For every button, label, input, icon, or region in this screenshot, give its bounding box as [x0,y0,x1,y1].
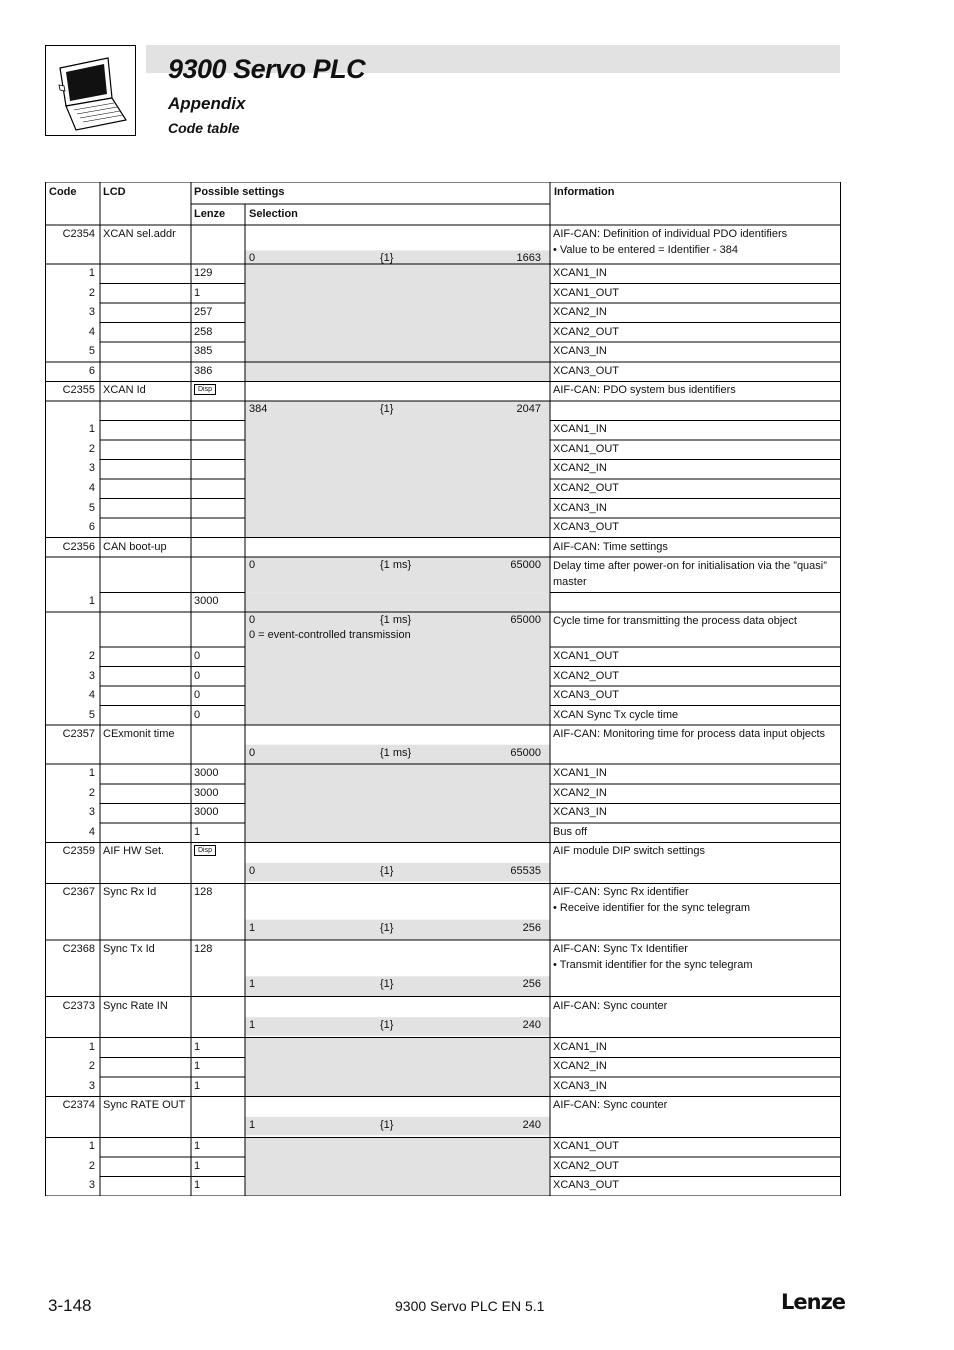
subcode-index: 2 [88,650,95,662]
information-text: XCAN1_OUT [553,1140,620,1153]
subcode-index: 6 [88,364,95,377]
subcode-index: 3 [88,462,95,475]
range-min: 1 [249,1118,256,1131]
information-text: • Value to be entered = Identifier - 384 [553,243,738,256]
range-step: {1 ms} [380,613,412,626]
section-title: Appendix [168,94,246,113]
subcode-index: 3 [88,806,95,819]
information-text: XCAN1_OUT [553,442,620,455]
information-text: XCAN2_IN [553,306,607,319]
laptop-icon [46,46,137,137]
lenze-default: 3000 [194,786,219,799]
lenze-default: 128 [194,886,213,899]
disp-badge: Disp [194,845,216,856]
lenze-default: 1 [194,1140,201,1153]
subcode-index: 2 [88,786,95,799]
subcode-index: 2 [88,286,95,299]
header-code: Code [49,186,77,198]
lenze-default: 3000 [194,806,219,819]
information-text: XCAN3_IN [553,501,607,514]
range-max: 240 [522,1019,541,1032]
information-text: XCAN3_OUT [553,364,620,377]
range-min: 0 [249,746,256,759]
information-text: AIF-CAN: Sync counter [553,999,668,1012]
information-text: XCAN Sync Tx cycle time [553,708,679,721]
range-step: {1} [380,864,394,877]
subcode-index: 2 [88,1060,95,1073]
lenze-default: 386 [194,364,213,377]
information-text: XCAN1_OUT [553,286,620,299]
information-text: XCAN2_OUT [553,669,620,682]
code-number: C2356 [62,540,95,553]
information-text: AIF-CAN: Definition of individual PDO identifiers [553,228,788,240]
information-text: XCAN2_OUT [553,325,620,338]
subcode-index: 3 [88,669,95,682]
information-text: XCAN3_OUT [553,689,620,702]
information-text: AIF-CAN: Time settings [553,540,668,553]
subcode-index: 3 [88,1179,95,1192]
subcode-index: 1 [88,767,95,780]
information-text: XCAN3_OUT [553,1179,620,1192]
information-text: XCAN2_IN [553,1060,607,1073]
information-text: XCAN1_IN [553,267,607,280]
subsection-title: Code table [168,120,240,136]
disp-badge: Disp [194,384,216,395]
table-grid [45,182,841,1196]
lenze-default: 0 [194,708,201,721]
code-number: C2368 [62,943,95,956]
range-min: 0 [249,864,256,877]
subcode-index: 1 [88,423,95,436]
range-step: {1 ms} [380,559,412,572]
subcode-index: 5 [88,708,95,721]
lenze-logo: Lenze [781,1290,846,1314]
information-text: AIF-CAN: Sync Tx Identifier [553,943,688,956]
subcode-index: 1 [88,595,95,608]
information-text: AIF-CAN: Sync Rx identifier [553,886,689,899]
information-text: XCAN3_IN [553,345,607,358]
subcode-index: 1 [88,1140,95,1153]
information-text: AIF-CAN: Monitoring time for process data input objects [553,728,826,741]
lenze-default: 1 [194,1159,201,1172]
subcode-index: 4 [88,825,95,838]
subcode-index: 4 [88,689,95,702]
range-max: 65000 [510,559,541,572]
lenze-default: 1 [194,1179,201,1192]
range-max: 65000 [510,613,541,626]
range-max: 1663 [516,252,541,265]
range-max: 256 [522,921,541,934]
lenze-default: 3000 [194,767,219,780]
subcode-index: 1 [88,267,95,280]
information-text: • Transmit identifier for the sync telegram [553,958,753,971]
range-max: 65000 [510,746,541,759]
laptop-icon-frame [45,45,136,136]
document-reference: 9300 Servo PLC EN 5.1 [395,1298,545,1314]
lenze-default: 0 [194,650,201,662]
lcd-text: CExmonit time [103,728,175,741]
selection-grey-block [245,1038,550,1097]
lcd-text: Sync Tx Id [103,943,155,956]
subcode-index: 5 [88,501,95,514]
lcd-text: Sync Rx Id [103,886,157,899]
lenze-default: 128 [194,943,213,956]
information-text: XCAN2_OUT [553,1159,620,1172]
information-text: XCAN1_IN [553,767,607,780]
range-min: 0 [249,252,256,265]
selection-grey-block [245,362,550,382]
page-number: 3-148 [48,1296,92,1315]
range-max: 240 [522,1118,541,1131]
lenze-default: 1 [194,286,201,299]
lenze-default: 0 [194,669,201,682]
lenze-default: 257 [194,306,213,319]
range-step: {1} [380,402,394,415]
range-min: 1 [249,921,256,934]
selection-grey-block [245,647,550,725]
subcode-index: 6 [88,521,95,534]
range-max: 256 [522,978,541,991]
information-text: XCAN3_OUT [553,521,620,534]
lenze-default: 0 [194,689,201,702]
information-text: AIF-CAN: Sync counter [553,1099,668,1112]
lenze-default: 1 [194,1060,201,1073]
range-step: {1} [380,978,394,991]
subcode-index: 4 [88,325,95,338]
information-text: XCAN1_OUT [553,650,620,662]
code-number: C2357 [62,728,95,741]
information-text: XCAN1_IN [553,423,607,436]
lenze-default: 1 [194,1079,201,1092]
range-step: {1} [380,1019,394,1032]
information-text: XCAN2_OUT [553,481,620,494]
code-number: C2374 [62,1099,95,1112]
range-min: 0 [249,559,256,572]
range-step: {1} [380,1118,394,1131]
range-step: {1 ms} [380,746,412,759]
range-max: 2047 [516,402,541,415]
code-table [45,182,841,1196]
information-text: AIF-CAN: PDO system bus identifiers [553,384,736,397]
information-text: XCAN2_IN [553,786,607,799]
lenze-default: 129 [194,267,213,280]
code-number: C2359 [62,845,95,858]
information-text: XCAN1_IN [553,1040,607,1053]
range-step: {1} [380,921,394,934]
lcd-text: Sync Rate IN [103,999,168,1012]
header-selection: Selection [249,208,298,220]
information-text: Bus off [553,825,588,838]
lenze-default: 258 [194,325,213,338]
range-min: 384 [249,402,268,415]
lcd-text: CAN boot-up [103,540,167,553]
lcd-text: Sync RATE OUT [103,1099,186,1112]
range-note: 0 = event-controlled transmission [249,628,411,641]
code-number: C2367 [62,886,95,899]
range-min: 0 [249,613,256,626]
subcode-index: 3 [88,306,95,319]
header-information: Information [554,186,615,198]
code-number: C2354 [62,228,95,240]
lcd-text: AIF HW Set. [103,845,165,858]
subcode-index: 1 [88,1040,95,1053]
selection-grey-block [245,264,550,362]
lenze-default: 1 [194,1040,201,1053]
range-max: 65535 [510,864,541,877]
subcode-index: 2 [88,1159,95,1172]
information-text: • Receive identifier for the sync telegram [553,901,751,914]
subcode-index: 3 [88,1079,95,1092]
information-text: AIF module DIP switch settings [553,845,706,858]
subcode-index: 2 [88,442,95,455]
code-number: C2355 [62,384,95,397]
information-text: XCAN3_IN [553,806,607,819]
lcd-text: XCAN Id [103,384,146,397]
selection-grey-block [245,764,550,842]
lenze-default: 3000 [194,595,219,608]
selection-grey-block [245,592,550,612]
selection-grey-block [245,1137,550,1196]
range-min: 1 [249,1019,256,1032]
information-text: master [553,575,587,588]
information-text: Cycle time for transmitting the process data object [553,614,797,627]
information-text: XCAN2_IN [553,462,607,475]
page-title: 9300 Servo PLC [168,54,366,84]
range-step: {1} [380,252,394,265]
header-lcd: LCD [103,186,126,198]
subcode-index: 4 [88,481,95,494]
lcd-text: XCAN sel.addr [103,228,176,240]
header-lenze: Lenze [194,208,226,220]
information-text: XCAN3_IN [553,1079,607,1092]
lenze-default: 385 [194,345,213,358]
range-min: 1 [249,978,256,991]
lenze-default: 1 [194,825,201,838]
selection-grey-block [245,420,550,537]
header-possible-settings: Possible settings [194,186,285,198]
subcode-index: 5 [88,345,95,358]
information-text: Delay time after power-on for initialisation via the ”quasi” [553,560,827,573]
code-number: C2373 [62,999,95,1012]
